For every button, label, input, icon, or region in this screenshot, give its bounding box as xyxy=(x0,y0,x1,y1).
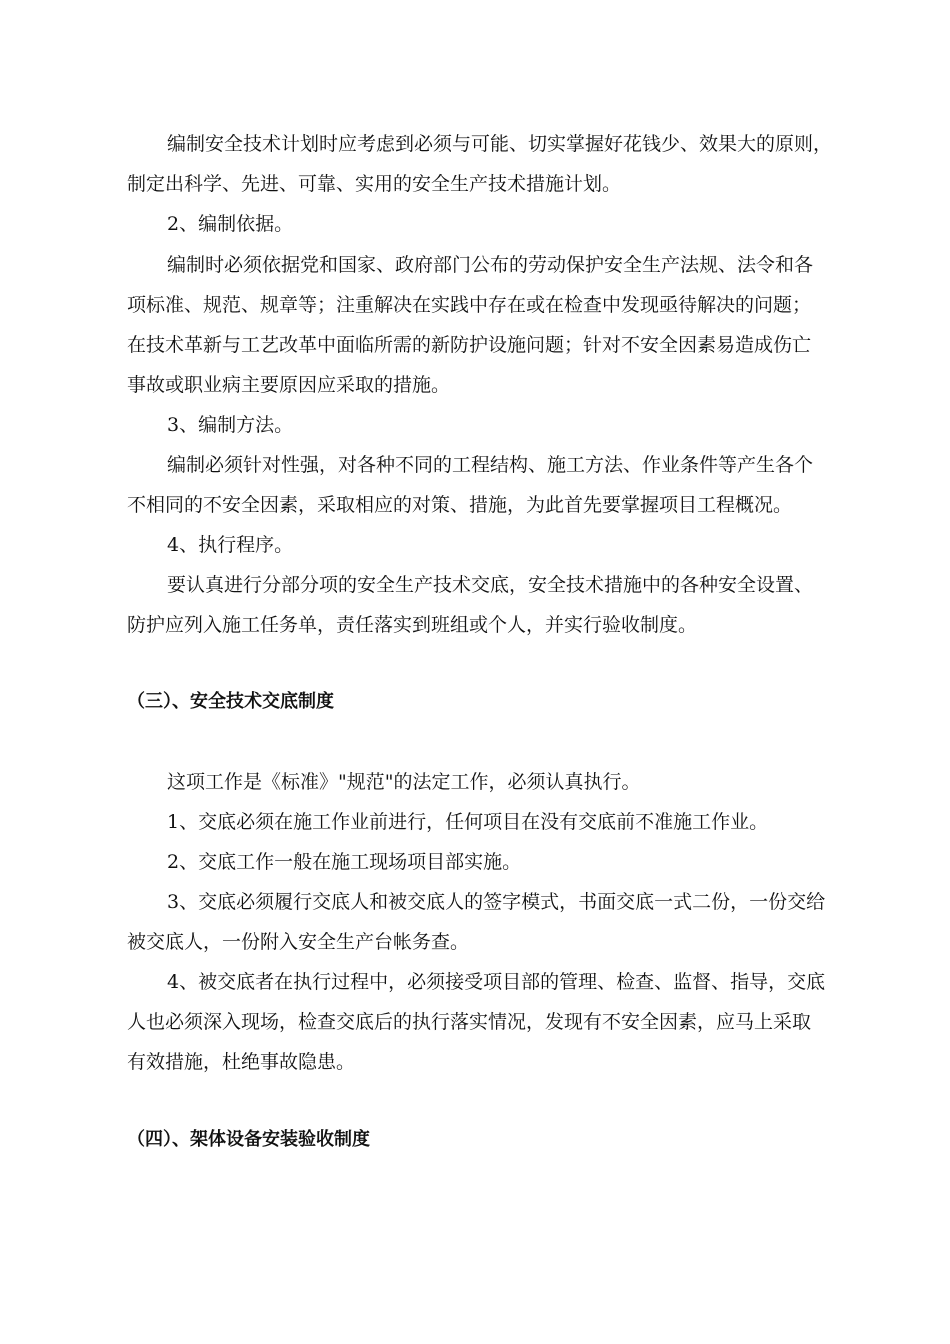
paragraph-line: 制定出科学、先进、可靠、实用的安全生产技术措施计划。 xyxy=(127,173,622,195)
section-heading: （三）、安全技术交底制度 xyxy=(127,691,334,712)
paragraph-line: 3、编制方法。 xyxy=(167,414,294,436)
paragraph-line: 编制必须针对性强，对各种不同的工程结构、施工方法、作业条件等产生各个 xyxy=(167,454,814,476)
paragraph-line: 人也必须深入现场，检查交底后的执行落实情况，发现有不安全因素，应马上采取 xyxy=(127,1011,812,1033)
paragraph-line: 在技术革新与工艺改革中面临所需的新防护设施问题；针对不安全因素易造成伤亡 xyxy=(127,334,812,356)
paragraph-line: 编制时必须依据党和国家、政府部门公布的劳动保护安全生产法规、法令和各 xyxy=(167,254,814,276)
section-heading: （四）、架体设备安装验收制度 xyxy=(127,1129,370,1150)
paragraph-line: 2、交底工作一般在施工现场项目部实施。 xyxy=(167,851,522,873)
paragraph-line: 这项工作是《标准》"规范"的法定工作，必须认真执行。 xyxy=(167,771,641,793)
paragraph-line: 4、执行程序。 xyxy=(167,534,294,556)
paragraph-line: 事故或职业病主要原因应采取的措施。 xyxy=(127,374,451,396)
paragraph-line: 有效措施，杜绝事故隐患。 xyxy=(127,1051,356,1073)
paragraph-line: 项标准、规范、规章等；注重解决在实践中存在或在检查中发现亟待解决的问题； xyxy=(127,294,812,316)
paragraph-line: 1、交底必须在施工作业前进行，任何项目在没有交底前不准施工作业。 xyxy=(167,811,769,833)
paragraph-line: 4、被交底者在执行过程中，必须接受项目部的管理、检查、监督、指导，交底 xyxy=(167,971,826,993)
paragraph-line: 要认真进行分部分项的安全生产技术交底，安全技术措施中的各种安全设置、 xyxy=(167,574,814,596)
paragraph-line: 3、交底必须履行交底人和被交底人的签字模式，书面交底一式二份，一份交给 xyxy=(167,891,826,913)
paragraph-line: 编制安全技术计划时应考虑到必须与可能、切实掌握好花钱少、效果大的原则， xyxy=(167,133,833,155)
paragraph-line: 被交底人，一份附入安全生产台帐务查。 xyxy=(127,931,470,953)
paragraph-line: 2、编制依据。 xyxy=(167,213,294,235)
paragraph-line: 不相同的不安全因素，采取相应的对策、措施，为此首先要掌握项目工程概况。 xyxy=(127,494,793,516)
paragraph-line: 防护应列入施工任务单，责任落实到班组或个人，并实行验收制度。 xyxy=(127,614,698,636)
